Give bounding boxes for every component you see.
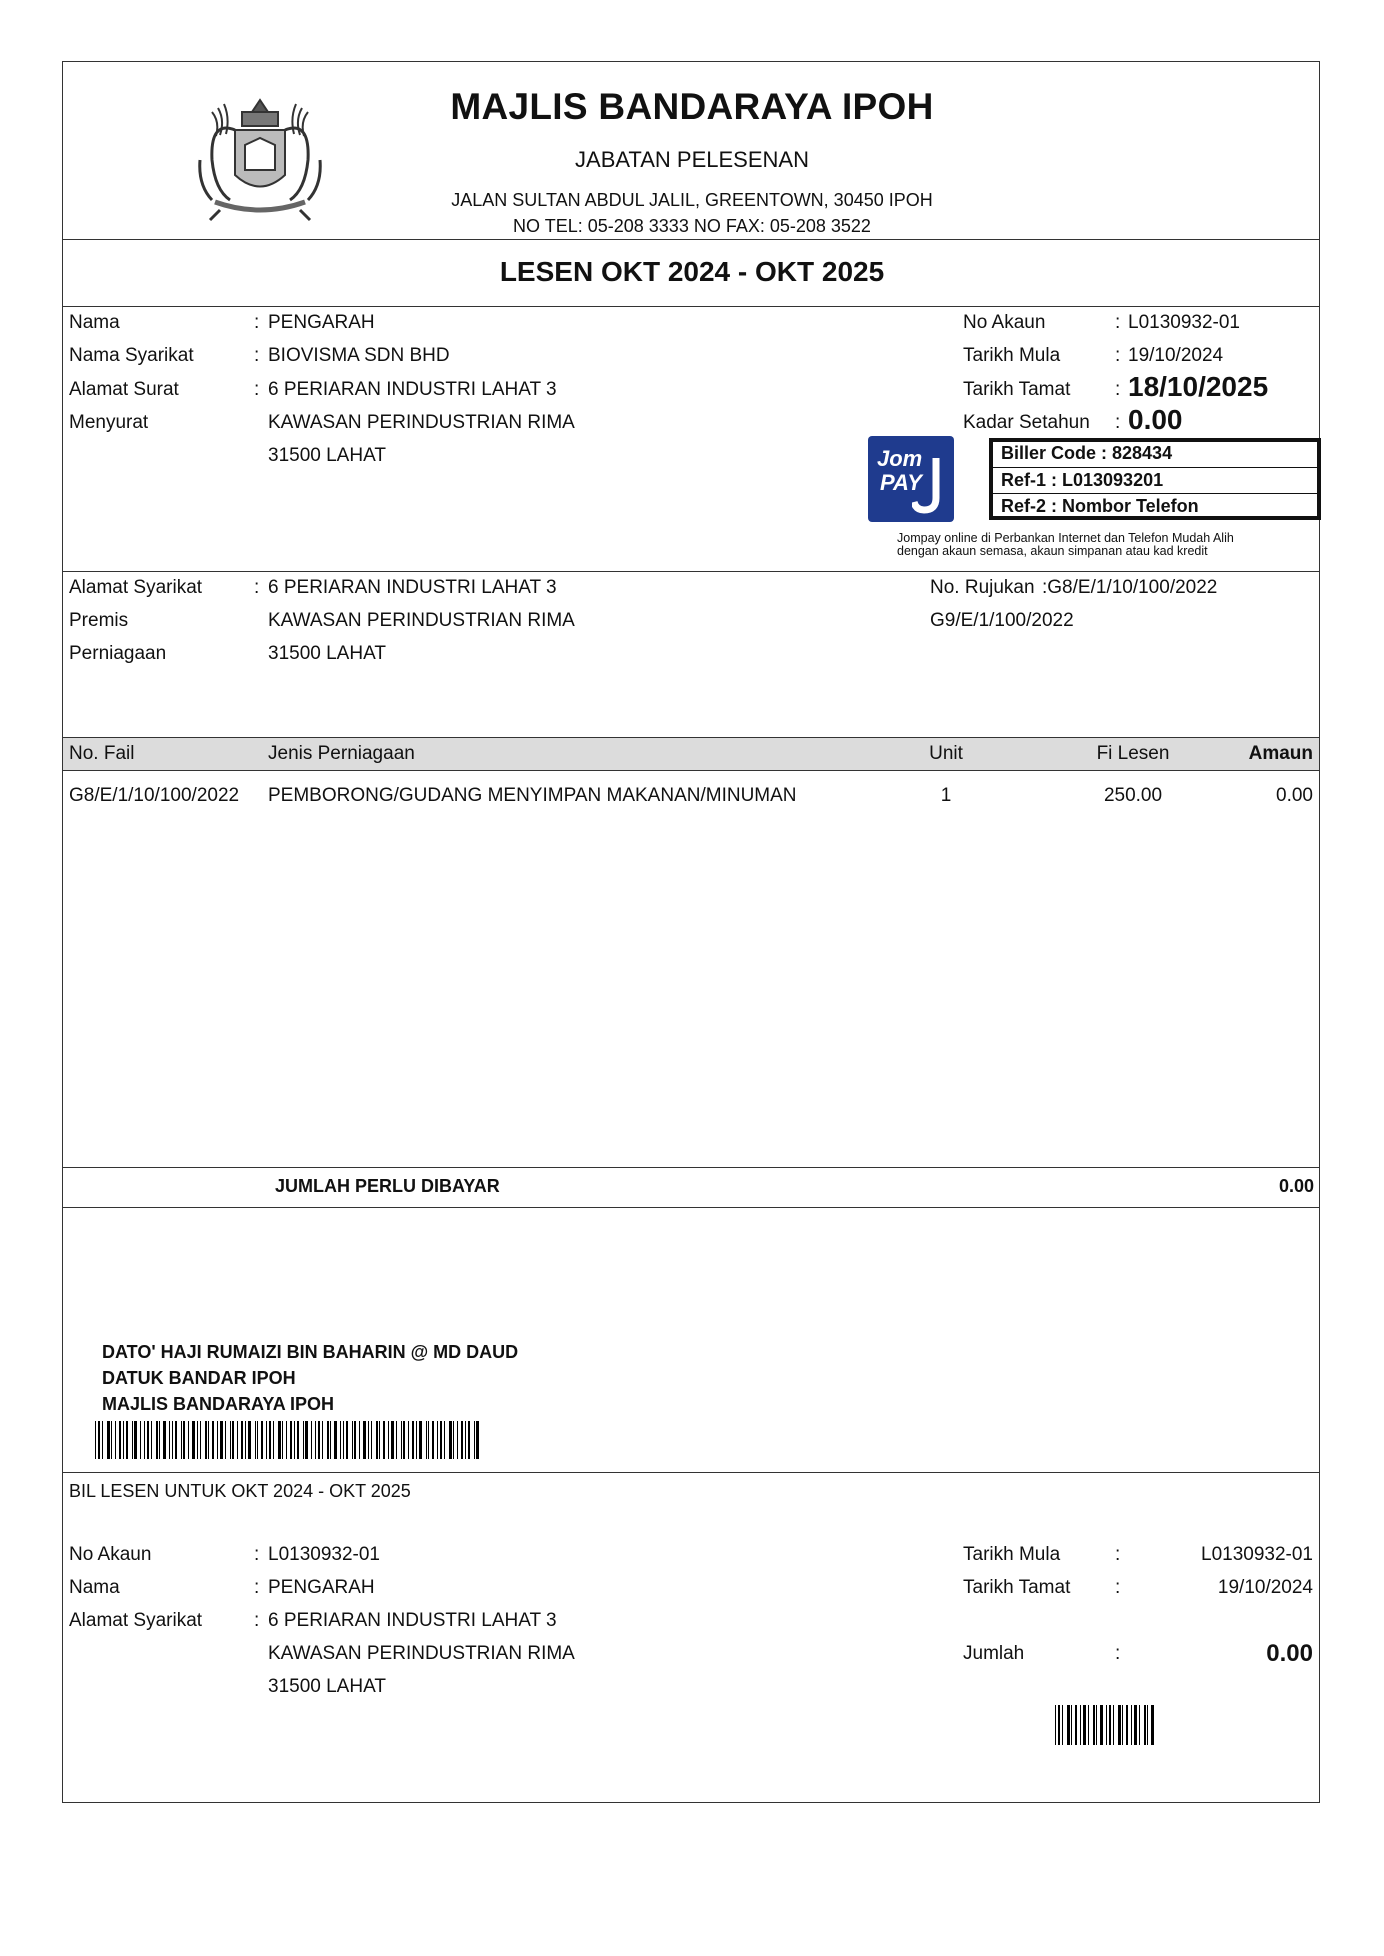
- barcode-bar: [340, 1421, 341, 1459]
- barcode-bar: [200, 1421, 201, 1459]
- nama-syarikat-value: BIOVISMA SDN BHD: [268, 345, 450, 366]
- colon: :: [254, 1577, 260, 1598]
- jompay-logo-text-top: Jom: [877, 446, 923, 471]
- barcode-bar: [408, 1421, 409, 1459]
- row-unit: 1: [940, 785, 952, 806]
- slip-alamat-line-3: 31500 LAHAT: [268, 1676, 386, 1697]
- barcode-bar: [444, 1421, 445, 1459]
- tarikh-tamat-label: Tarikh Tamat: [963, 379, 1071, 400]
- barcode-bar: [245, 1421, 246, 1459]
- barcode-bar: [453, 1421, 454, 1459]
- kadar-setahun-label: Kadar Setahun: [963, 412, 1090, 433]
- signatory-organization: MAJLIS BANDARAYA IPOH: [102, 1394, 335, 1414]
- barcode-bar: [432, 1421, 434, 1459]
- barcode-bar: [401, 1421, 402, 1459]
- barcode-bar: [346, 1421, 348, 1459]
- premis-address-line-2: KAWASAN PERINDUSTRIAN RIMA: [268, 610, 575, 631]
- barcode-bar: [175, 1421, 177, 1459]
- barcode-bar: [140, 1421, 141, 1459]
- barcode-bar: [318, 1421, 320, 1459]
- divider: [993, 467, 1317, 468]
- column-header-fi-lesen: Fi Lesen: [1096, 743, 1170, 764]
- barcode-bar: [1100, 1705, 1103, 1745]
- barcode-bar: [269, 1421, 271, 1459]
- barcode-bar: [315, 1421, 316, 1459]
- barcode-bar: [172, 1421, 173, 1459]
- barcode-bar: [144, 1421, 145, 1459]
- barcode-bar: [232, 1421, 234, 1459]
- barcode-bar: [1071, 1705, 1072, 1745]
- barcode-bar: [257, 1421, 258, 1459]
- divider: [62, 571, 1320, 572]
- alamat-surat-line-1: 6 PERIARAN INDUSTRI LAHAT 3: [268, 379, 557, 400]
- barcode-bar: [412, 1421, 414, 1459]
- barcode-bar: [437, 1421, 438, 1459]
- barcode-bar: [1109, 1705, 1111, 1745]
- barcode-bar: [107, 1421, 110, 1459]
- alamat-syarikat-label: Alamat Syarikat: [69, 577, 203, 598]
- barcode-bar: [476, 1421, 479, 1459]
- slip-title: BIL LESEN UNTUK OKT 2024 - OKT 2025: [69, 1481, 411, 1501]
- slip-alamat-label: Alamat Syarikat: [69, 1610, 203, 1631]
- barcode-bar: [159, 1421, 160, 1459]
- barcode-bar: [391, 1421, 394, 1459]
- perniagaan-label: Perniagaan: [69, 643, 167, 664]
- colon: :: [1115, 1544, 1121, 1565]
- license-period-title: LESEN OKT 2024 - OKT 2025: [499, 256, 885, 287]
- jompay-logo-text-bottom: PAY: [880, 470, 922, 495]
- barcode-bar: [457, 1421, 458, 1459]
- barcode-bar: [237, 1421, 238, 1459]
- barcode-bar: [1139, 1705, 1140, 1745]
- signatory-title: DATUK BANDAR IPOH: [102, 1368, 296, 1388]
- barcode-bar: [282, 1421, 283, 1459]
- no-rujukan-value-2: G9/E/1/100/2022: [930, 610, 1074, 631]
- nama-syarikat-label: Nama Syarikat: [69, 345, 194, 366]
- colon: :: [254, 577, 260, 598]
- divider: [62, 306, 1320, 307]
- barcode-bar: [197, 1421, 198, 1459]
- column-header-jenis-perniagaan: Jenis Perniagaan: [268, 743, 415, 764]
- barcode-bar: [230, 1421, 231, 1459]
- barcode-bar: [1062, 1705, 1063, 1745]
- barcode-bar: [95, 1421, 96, 1459]
- slip-jumlah-value: 0.00: [1266, 1640, 1313, 1667]
- barcode-bar: [205, 1421, 207, 1459]
- barcode-bar: [147, 1421, 149, 1459]
- premis-label: Premis: [69, 610, 129, 631]
- colon: :: [1115, 412, 1121, 433]
- total-value: 0.00: [1278, 1176, 1314, 1196]
- colon: :: [254, 312, 260, 333]
- barcode-icon: [1055, 1705, 1160, 1745]
- alamat-surat-label: Alamat Surat: [69, 379, 179, 400]
- barcode-bar: [1067, 1705, 1070, 1745]
- slip-nama-value: PENGARAH: [268, 1577, 375, 1598]
- barcode-bar: [1075, 1705, 1077, 1745]
- slip-no-akaun-value: L0130932-01: [268, 1544, 380, 1565]
- barcode-bar: [396, 1421, 397, 1459]
- barcode-bar: [330, 1421, 331, 1459]
- divider: [62, 1472, 1320, 1473]
- barcode-bar: [297, 1421, 299, 1459]
- barcode-bar: [169, 1421, 170, 1459]
- barcode-bar: [311, 1421, 312, 1459]
- barcode-bar: [449, 1421, 452, 1459]
- divider: [62, 239, 1320, 240]
- slip-tarikh-mula-value: L0130932-01: [1201, 1544, 1313, 1565]
- barcode-bar: [123, 1421, 124, 1459]
- row-fi-lesen: 250.00: [1103, 785, 1163, 806]
- barcode-bar: [163, 1421, 166, 1459]
- barcode-bar: [461, 1421, 463, 1459]
- barcode-bar: [119, 1421, 121, 1459]
- barcode-bar: [1131, 1705, 1132, 1745]
- divider: [993, 493, 1317, 494]
- jompay-note-line-1: Jompay online di Perbankan Internet dan Telefon Mudah Alih: [897, 531, 1234, 545]
- barcode-bar: [440, 1421, 442, 1459]
- organization-phone-fax: NO TEL: 05-208 3333 NO FAX: 05-208 3522: [513, 216, 871, 236]
- jompay-ref-2: Ref-2 : Nombor Telefon: [1001, 496, 1199, 516]
- barcode-bar: [225, 1421, 226, 1459]
- biller-code: Biller Code : 828434: [1001, 443, 1173, 463]
- barcode-bar: [261, 1421, 263, 1459]
- divider: [62, 770, 1320, 771]
- barcode-bar: [290, 1421, 292, 1459]
- barcode-bar: [376, 1421, 378, 1459]
- barcode-bar: [305, 1421, 308, 1459]
- divider: [62, 1167, 1320, 1168]
- barcode-bar: [241, 1421, 243, 1459]
- barcode-bar: [352, 1421, 353, 1459]
- barcode-bar: [192, 1421, 195, 1459]
- colon: :: [1115, 345, 1121, 366]
- barcode-bar: [181, 1421, 182, 1459]
- barcode-bar: [217, 1421, 218, 1459]
- barcode-bar: [294, 1421, 295, 1459]
- slip-no-akaun-label: No Akaun: [69, 1544, 152, 1565]
- barcode-bar: [363, 1421, 366, 1459]
- barcode-bar: [1106, 1705, 1107, 1745]
- divider: [62, 1207, 1320, 1208]
- colon: :: [1115, 312, 1121, 333]
- no-akaun-label: No Akaun: [963, 312, 1046, 333]
- barcode-bar: [1083, 1705, 1086, 1745]
- barcode-bar: [273, 1421, 274, 1459]
- barcode-bar: [354, 1421, 356, 1459]
- menyurat-label: Menyurat: [69, 412, 149, 433]
- barcode-bar: [1126, 1705, 1128, 1745]
- barcode-bar: [1147, 1705, 1148, 1745]
- colon: :: [1115, 379, 1121, 400]
- barcode-bar: [278, 1421, 281, 1459]
- barcode-bar: [419, 1421, 422, 1459]
- kadar-setahun-value: 0.00: [1128, 404, 1183, 435]
- column-header-amaun: Amaun: [1248, 743, 1313, 764]
- barcode-bar: [368, 1421, 369, 1459]
- alamat-surat-line-2: KAWASAN PERINDUSTRIAN RIMA: [268, 412, 575, 433]
- barcode-bar: [212, 1421, 214, 1459]
- slip-tarikh-tamat-label: Tarikh Tamat: [963, 1577, 1071, 1598]
- nama-value: PENGARAH: [268, 312, 375, 333]
- barcode-bar: [183, 1421, 185, 1459]
- barcode-bar: [266, 1421, 267, 1459]
- barcode-bar: [383, 1421, 385, 1459]
- jompay-ref-1: Ref-1 : L013093201: [1001, 470, 1164, 490]
- table-row: [63, 785, 1319, 811]
- barcode-bar: [343, 1421, 344, 1459]
- barcode-bar: [359, 1421, 360, 1459]
- barcode-bar: [134, 1421, 137, 1459]
- column-header-unit: Unit: [929, 743, 963, 764]
- tarikh-mula-value: 19/10/2024: [1128, 345, 1224, 366]
- barcode-bar: [208, 1421, 209, 1459]
- barcode-bar: [468, 1421, 470, 1459]
- organization-name: MAJLIS BANDARAYA IPOH: [450, 86, 934, 127]
- no-rujukan-label: No. Rujukan: [930, 577, 1035, 598]
- barcode-bar: [1151, 1705, 1154, 1745]
- jompay-biller-box: [989, 438, 1321, 520]
- barcode-bar: [126, 1421, 128, 1459]
- slip-alamat-line-1: 6 PERIARAN INDUSTRI LAHAT 3: [268, 1610, 557, 1631]
- no-rujukan-value-1: :G8/E/1/10/100/2022: [1042, 577, 1218, 598]
- barcode-bar: [1093, 1705, 1095, 1745]
- barcode-bar: [1144, 1705, 1146, 1745]
- barcode-bar: [286, 1421, 287, 1459]
- barcode-bar: [188, 1421, 189, 1459]
- colon: :: [1115, 1577, 1121, 1598]
- barcode-bar: [1058, 1705, 1060, 1745]
- colon: :: [254, 1610, 260, 1631]
- barcode-bar: [388, 1421, 389, 1459]
- nama-label: Nama: [69, 312, 120, 333]
- no-akaun-value: L0130932-01: [1128, 312, 1240, 333]
- barcode-bar: [255, 1421, 256, 1459]
- barcode-bar: [1134, 1705, 1137, 1745]
- barcode-bar: [428, 1421, 429, 1459]
- jompay-logo-icon: [868, 436, 954, 522]
- barcode-icon: [95, 1421, 520, 1459]
- total-label: JUMLAH PERLU DIBAYAR: [275, 1176, 500, 1196]
- barcode-bar: [1088, 1705, 1089, 1745]
- barcode-bar: [465, 1421, 466, 1459]
- tarikh-tamat-value: 18/10/2025: [1128, 371, 1269, 402]
- barcode-bar: [248, 1421, 251, 1459]
- premis-address-line-1: 6 PERIARAN INDUSTRI LAHAT 3: [268, 577, 557, 598]
- barcode-bar: [474, 1421, 475, 1459]
- barcode-bar: [132, 1421, 133, 1459]
- barcode-bar: [151, 1421, 152, 1459]
- column-header-no-fail: No. Fail: [69, 743, 135, 764]
- barcode-bar: [322, 1421, 323, 1459]
- barcode-bar: [1113, 1705, 1114, 1745]
- jompay-note-line-2: dengan akaun semasa, akaun simpanan atau kad kredit: [897, 544, 1208, 558]
- barcode-bar: [220, 1421, 223, 1459]
- signatory-name: DATO' HAJI RUMAIZI BIN BAHARIN @ MD DAUD: [102, 1342, 519, 1362]
- slip-tarikh-mula-label: Tarikh Mula: [963, 1544, 1061, 1565]
- colon: :: [254, 1544, 260, 1565]
- fee-table-header: [63, 738, 1319, 770]
- barcode-bar: [156, 1421, 158, 1459]
- slip-alamat-line-2: KAWASAN PERINDUSTRIAN RIMA: [268, 1643, 575, 1664]
- barcode-bar: [115, 1421, 116, 1459]
- colon: :: [1115, 1643, 1121, 1664]
- barcode-bar: [416, 1421, 417, 1459]
- barcode-bar: [371, 1421, 372, 1459]
- barcode-bar: [1118, 1705, 1121, 1745]
- row-jenis-perniagaan: PEMBORONG/GUDANG MENYIMPAN MAKANAN/MINUMAN: [268, 785, 797, 806]
- barcode-bar: [1122, 1705, 1123, 1745]
- colon: :: [254, 379, 260, 400]
- row-no-fail: G8/E/1/10/100/2022: [69, 785, 240, 806]
- organization-address: JALAN SULTAN ABDUL JALIL, GREENTOWN, 30450 IPOH: [451, 190, 933, 210]
- barcode-bar: [303, 1421, 304, 1459]
- barcode-bar: [1080, 1705, 1081, 1745]
- slip-nama-label: Nama: [69, 1577, 120, 1598]
- barcode-bar: [334, 1421, 337, 1459]
- barcode-bar: [379, 1421, 380, 1459]
- barcode-bar: [111, 1421, 112, 1459]
- colon: :: [254, 345, 260, 366]
- slip-jumlah-label: Jumlah: [963, 1643, 1025, 1664]
- barcode-bar: [327, 1421, 329, 1459]
- row-amaun: 0.00: [1276, 785, 1313, 806]
- barcode-bar: [426, 1421, 427, 1459]
- barcode-bar: [102, 1421, 103, 1459]
- department-name: JABATAN PELESENAN: [575, 147, 809, 172]
- barcode-bar: [98, 1421, 100, 1459]
- premis-address-line-3: 31500 LAHAT: [268, 643, 386, 664]
- alamat-surat-line-3: 31500 LAHAT: [268, 445, 386, 466]
- slip-tarikh-tamat-value: 19/10/2024: [1217, 1577, 1313, 1598]
- barcode-bar: [1096, 1705, 1097, 1745]
- barcode-bar: [1055, 1705, 1056, 1745]
- barcode-bar: [403, 1421, 405, 1459]
- tarikh-mula-label: Tarikh Mula: [963, 345, 1061, 366]
